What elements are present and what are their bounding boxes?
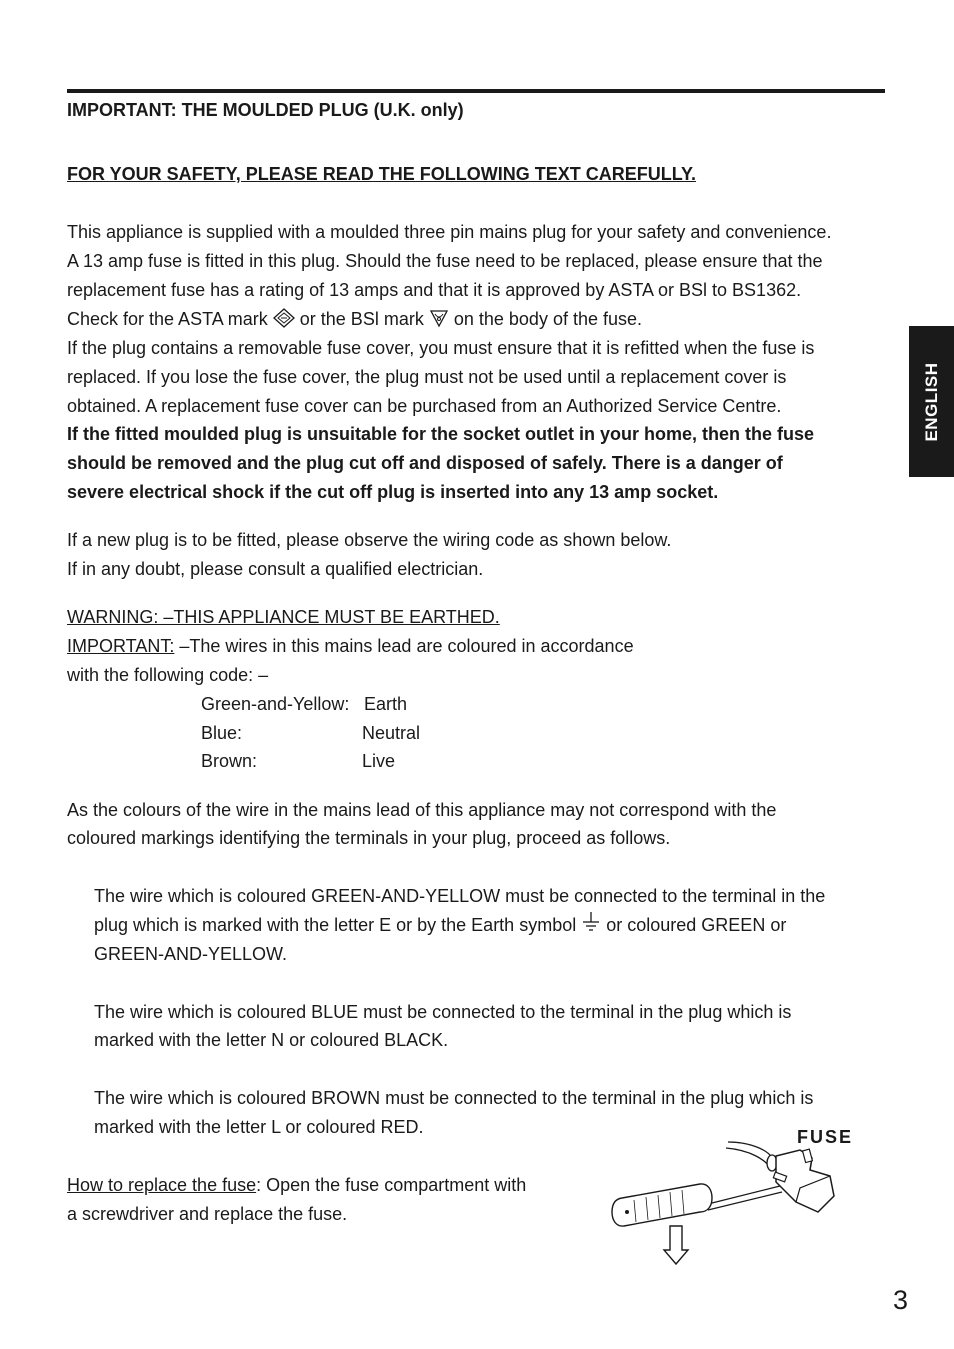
- down-arrow-icon: [664, 1226, 688, 1264]
- brown-line2: marked with the letter L or coloured RED.: [94, 1117, 424, 1137]
- page-number: 3: [893, 1285, 909, 1315]
- important-line2: with the following code: –: [67, 665, 269, 685]
- green-line2b: or coloured GREEN or: [606, 915, 787, 935]
- para2-line1: If a new plug is to be fitted, please observe the wiring code as shown below.: [67, 530, 672, 550]
- language-tab: [909, 326, 954, 477]
- bsi-mark-icon: [429, 308, 449, 328]
- page-heading: IMPORTANT: THE MOULDED PLUG (U.K. only): [67, 100, 464, 120]
- warning-line: WARNING: –THIS APPLIANCE MUST BE EARTHED.: [67, 607, 500, 627]
- para1-line7: obtained. A replacement fuse cover can be purchased from an Authorized Service Centre.: [67, 396, 782, 416]
- code-colour-live: Brown:: [201, 751, 258, 771]
- asta-check-text: Check for the ASTA mark: [67, 309, 268, 329]
- replace-text1: : Open the fuse compartment with: [256, 1175, 527, 1195]
- para2-line2: If in any doubt, please consult a qualified electrician.: [67, 559, 484, 579]
- green-line1: The wire which is coloured GREEN-AND-YELLOW must be connected to the terminal in the: [94, 886, 826, 906]
- code-terminal-neutral: Neutral: [362, 723, 421, 743]
- safety-heading: FOR YOUR SAFETY, PLEASE READ THE FOLLOWING TEXT CAREFULLY.: [67, 164, 697, 184]
- green-line2a: plug which is marked with the letter E or by the Earth symbol: [94, 915, 577, 935]
- earth-symbol-icon: [581, 911, 601, 933]
- danger-line3: severe electrical shock if the cut off plug is inserted into any 13 amp socket.: [67, 482, 719, 502]
- screwdriver-plug-illustration: [600, 1130, 850, 1270]
- para1-line6: replaced. If you lose the fuse cover, the plug must not be used until a replacement cover is: [67, 367, 787, 387]
- green-line2: [94, 911, 786, 940]
- important-text: –The wires in this mains lead are coloured in accordance: [174, 636, 634, 656]
- para1-line4: [67, 305, 642, 334]
- para1-line2: A 13 amp fuse is fitted in this plug. Should the fuse need to be replaced, please ensure that the: [67, 251, 823, 271]
- para1-line1: This appliance is supplied with a moulded three pin mains plug for your safety and convenience.: [67, 222, 832, 242]
- asta-mark-icon: [273, 308, 295, 328]
- code-colour-earth: Green-and-Yellow:: [201, 694, 350, 714]
- para3-line2: coloured markings identifying the terminals in your plug, proceed as follows.: [67, 828, 671, 848]
- bsi-check-text: or the BSl mark: [299, 309, 424, 329]
- fuse-label: FUSE: [797, 1127, 854, 1147]
- replace-label: How to replace the fuse: [67, 1175, 257, 1195]
- green-line3: GREEN-AND-YELLOW.: [94, 944, 288, 964]
- code-colour-neutral: Blue:: [201, 723, 243, 743]
- fuse-body-text: on the body of the fuse.: [453, 309, 642, 329]
- para3-line1: As the colours of the wire in the mains lead of this appliance may not correspond with the: [67, 800, 777, 820]
- blue-line1: The wire which is coloured BLUE must be connected to the terminal in the plug which is: [94, 1002, 792, 1022]
- code-terminal-earth: Earth: [364, 694, 408, 714]
- language-tab-label: ENGLISH: [921, 361, 941, 442]
- replace-line2: a screwdriver and replace the fuse.: [67, 1204, 348, 1224]
- brown-line1: The wire which is coloured BROWN must be connected to the terminal in the plug which is: [94, 1088, 814, 1108]
- replace-line1: [67, 1171, 526, 1200]
- danger-line2: should be removed and the plug cut off and disposed of safely. There is a danger of: [67, 453, 783, 473]
- important-line: [67, 632, 634, 661]
- para1-line3: replacement fuse has a rating of 13 amps and that it is approved by ASTA or BSl to BS1362.: [67, 280, 802, 300]
- para1-line5: If the plug contains a removable fuse cover, you must ensure that it is refitted when the fuse is: [67, 338, 815, 358]
- blue-line2: marked with the letter N or coloured BLACK.: [94, 1030, 449, 1050]
- danger-line1: If the fitted moulded plug is unsuitable for the socket outlet in your home, then the fuse: [67, 424, 815, 444]
- top-rule: [67, 89, 885, 93]
- important-label: IMPORTANT:: [67, 636, 175, 656]
- code-terminal-live: Live: [362, 751, 396, 771]
